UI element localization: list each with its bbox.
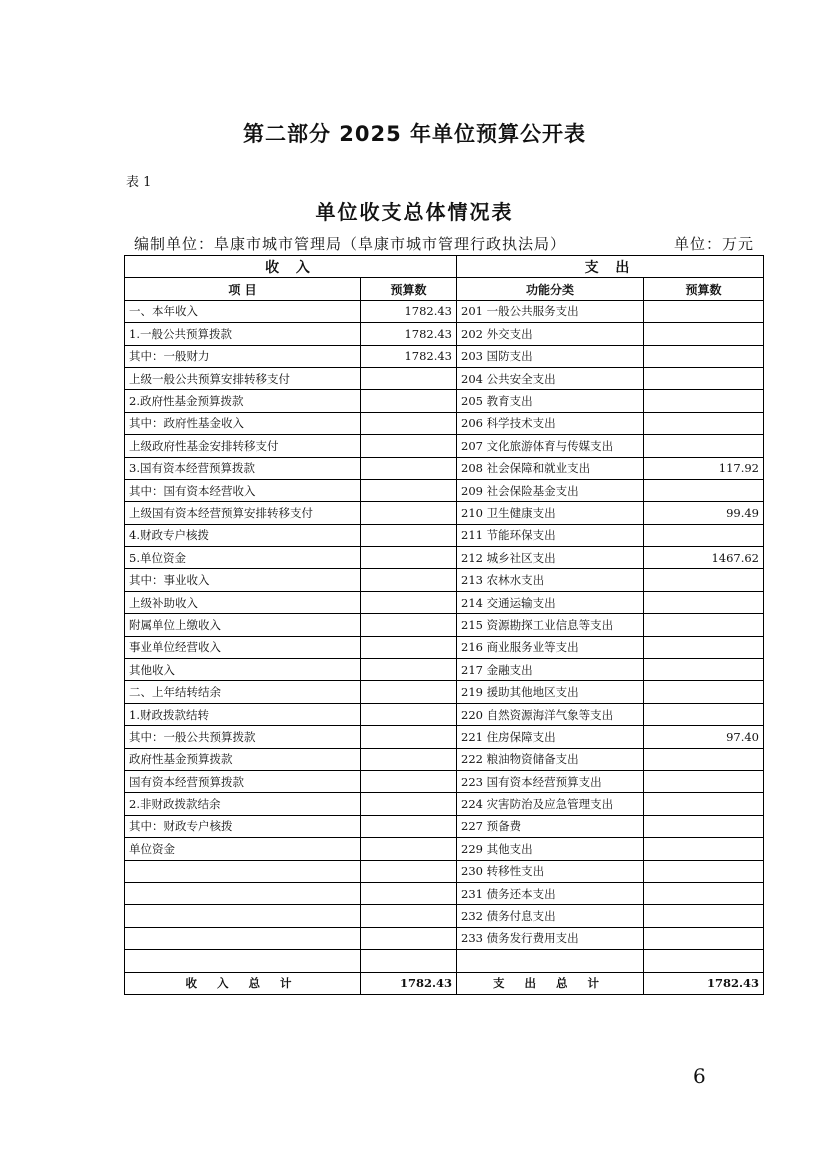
- income-item-cell: 1.财政拨款结转: [125, 703, 361, 725]
- table-row: [125, 636, 764, 658]
- table-row: [125, 502, 764, 524]
- function-category-cell: 205 教育支出: [457, 390, 644, 412]
- expense-amount-cell: [644, 703, 764, 725]
- total-row: [125, 972, 764, 994]
- income-item-cell: 其中：一般财力: [125, 345, 361, 367]
- expense-budget-column-header: 预算数: [644, 278, 764, 300]
- function-category-cell: 203 国防支出: [457, 345, 644, 367]
- income-amount-cell: [361, 815, 457, 837]
- income-amount-cell: [361, 479, 457, 501]
- function-category-cell: 206 科学技术支出: [457, 412, 644, 434]
- org-label: 编制单位：阜康市城市管理局（阜康市城市管理行政执法局）: [134, 235, 567, 253]
- table-row: [125, 524, 764, 546]
- table-row: [125, 770, 764, 792]
- table-number: 表 1: [126, 175, 152, 190]
- expense-amount-cell: [644, 636, 764, 658]
- table-row: [125, 390, 764, 412]
- table-row: [125, 748, 764, 770]
- income-amount-cell: [361, 659, 457, 681]
- income-amount-cell: [361, 905, 457, 927]
- income-item-cell: 其中：国有资本经营收入: [125, 479, 361, 501]
- expense-amount-cell: [644, 367, 764, 389]
- function-category-cell: 217 金融支出: [457, 659, 644, 681]
- table-row: [125, 614, 764, 636]
- expense-section-header: 支 出: [457, 256, 764, 278]
- table-row: [125, 882, 764, 904]
- expense-amount-cell: [644, 927, 764, 949]
- income-amount-cell: [361, 770, 457, 792]
- income-amount-cell: [361, 748, 457, 770]
- table-row: [125, 860, 764, 882]
- function-category-cell: 212 城乡社区支出: [457, 547, 644, 569]
- income-item-cell: 3.国有资本经营预算拨款: [125, 457, 361, 479]
- income-item-cell: 5.单位资金: [125, 547, 361, 569]
- function-category-cell: 221 住房保障支出: [457, 726, 644, 748]
- income-amount-cell: [361, 793, 457, 815]
- expense-amount-cell: 99.49: [644, 502, 764, 524]
- function-category-cell: 231 债务还本支出: [457, 882, 644, 904]
- function-category-cell: 209 社会保险基金支出: [457, 479, 644, 501]
- table-row: [125, 681, 764, 703]
- table-row: [125, 435, 764, 457]
- function-category-cell: 208 社会保障和就业支出: [457, 457, 644, 479]
- income-amount-cell: [361, 614, 457, 636]
- function-category-cell: 222 粮油物资储备支出: [457, 748, 644, 770]
- table-row: [125, 659, 764, 681]
- function-category-cell: 220 自然资源海洋气象等支出: [457, 703, 644, 725]
- income-amount-cell: [361, 569, 457, 591]
- table-row: [125, 950, 764, 972]
- function-category-cell: 214 交通运输支出: [457, 591, 644, 613]
- function-category-cell: 219 援助其他地区支出: [457, 681, 644, 703]
- income-item-cell: [125, 927, 361, 949]
- income-amount-cell: [361, 524, 457, 546]
- income-item-cell: [125, 882, 361, 904]
- expense-amount-cell: [644, 748, 764, 770]
- income-amount-cell: [361, 412, 457, 434]
- function-category-cell: 213 农林水支出: [457, 569, 644, 591]
- income-amount-cell: [361, 367, 457, 389]
- unit-label: 单位：万元: [674, 235, 755, 253]
- table-row: [125, 412, 764, 434]
- page-number: 6: [693, 1064, 706, 1088]
- table-row: [125, 457, 764, 479]
- expense-amount-cell: [644, 390, 764, 412]
- table-row: [125, 367, 764, 389]
- expense-amount-cell: 1467.62: [644, 547, 764, 569]
- function-category-cell: 215 资源勘探工业信息等支出: [457, 614, 644, 636]
- income-item-cell: 上级国有资本经营预算安排转移支付: [125, 502, 361, 524]
- income-amount-cell: [361, 435, 457, 457]
- table-title: 单位收支总体情况表: [315, 200, 514, 224]
- table-row: [125, 838, 764, 860]
- income-amount-cell: [361, 502, 457, 524]
- expense-amount-cell: 117.92: [644, 457, 764, 479]
- budget-table: [124, 255, 764, 995]
- item-column-header: 项 目: [125, 278, 361, 300]
- income-amount-cell: [361, 390, 457, 412]
- function-category-cell: 202 外交支出: [457, 323, 644, 345]
- expense-amount-cell: [644, 300, 764, 322]
- table-row: [125, 591, 764, 613]
- income-item-cell: 上级政府性基金安排转移支付: [125, 435, 361, 457]
- table-row: [125, 323, 764, 345]
- expense-amount-cell: [644, 950, 764, 972]
- function-category-cell: 232 债务付息支出: [457, 905, 644, 927]
- income-amount-cell: [361, 547, 457, 569]
- table-row: [125, 793, 764, 815]
- income-item-cell: 上级补助收入: [125, 591, 361, 613]
- expense-amount-cell: [644, 479, 764, 501]
- function-category-cell: 201 一般公共服务支出: [457, 300, 644, 322]
- table-row: [125, 547, 764, 569]
- expense-amount-cell: [644, 815, 764, 837]
- expense-amount-cell: [644, 838, 764, 860]
- expense-amount-cell: [644, 905, 764, 927]
- function-category-cell: 204 公共安全支出: [457, 367, 644, 389]
- income-section-header: 收 入: [125, 256, 457, 278]
- income-item-cell: 事业单位经营收入: [125, 636, 361, 658]
- income-amount-cell: [361, 591, 457, 613]
- income-item-cell: [125, 950, 361, 972]
- function-category-cell: 210 卫生健康支出: [457, 502, 644, 524]
- expense-total-value: 1782.43: [644, 972, 764, 994]
- function-category-cell: 233 债务发行费用支出: [457, 927, 644, 949]
- expense-amount-cell: [644, 345, 764, 367]
- function-category-cell: 216 商业服务业等支出: [457, 636, 644, 658]
- income-amount-cell: 1782.43: [361, 345, 457, 367]
- income-amount-cell: [361, 882, 457, 904]
- table-row: [125, 726, 764, 748]
- income-amount-cell: [361, 457, 457, 479]
- expense-amount-cell: [644, 412, 764, 434]
- expense-amount-cell: [644, 882, 764, 904]
- function-column-header: 功能分类: [457, 278, 644, 300]
- expense-amount-cell: [644, 860, 764, 882]
- column-header-row: [125, 278, 764, 300]
- income-total-value: 1782.43: [361, 972, 457, 994]
- income-amount-cell: [361, 726, 457, 748]
- table-row: [125, 345, 764, 367]
- income-item-cell: 单位资金: [125, 838, 361, 860]
- income-budget-column-header: 预算数: [361, 278, 457, 300]
- expense-amount-cell: 97.40: [644, 726, 764, 748]
- income-amount-cell: [361, 838, 457, 860]
- income-item-cell: 其中：财政专户核拨: [125, 815, 361, 837]
- expense-amount-cell: [644, 591, 764, 613]
- income-item-cell: 其他收入: [125, 659, 361, 681]
- expense-amount-cell: [644, 659, 764, 681]
- income-total-label: 收 入 总 计: [125, 972, 361, 994]
- income-item-cell: 其中：一般公共预算拨款: [125, 726, 361, 748]
- income-amount-cell: [361, 636, 457, 658]
- income-amount-cell: 1782.43: [361, 300, 457, 322]
- income-item-cell: 其中：政府性基金收入: [125, 412, 361, 434]
- expense-amount-cell: [644, 793, 764, 815]
- function-category-cell: 229 其他支出: [457, 838, 644, 860]
- income-item-cell: 1.一般公共预算拨款: [125, 323, 361, 345]
- function-category-cell: 207 文化旅游体育与传媒支出: [457, 435, 644, 457]
- expense-total-label: 支 出 总 计: [457, 972, 644, 994]
- income-amount-cell: [361, 703, 457, 725]
- function-category-cell: 227 预备费: [457, 815, 644, 837]
- income-amount-cell: [361, 860, 457, 882]
- income-item-cell: 二、上年结转结余: [125, 681, 361, 703]
- expense-amount-cell: [644, 614, 764, 636]
- income-amount-cell: [361, 681, 457, 703]
- table-row: [125, 927, 764, 949]
- income-amount-cell: 1782.43: [361, 323, 457, 345]
- table-row: [125, 300, 764, 322]
- function-category-cell: [457, 950, 644, 972]
- income-item-cell: 国有资本经营预算拨款: [125, 770, 361, 792]
- income-item-cell: 上级一般公共预算安排转移支付: [125, 367, 361, 389]
- expense-amount-cell: [644, 681, 764, 703]
- function-category-cell: 224 灾害防治及应急管理支出: [457, 793, 644, 815]
- table-body: [125, 300, 764, 972]
- income-item-cell: [125, 905, 361, 927]
- income-item-cell: 政府性基金预算拨款: [125, 748, 361, 770]
- expense-amount-cell: [644, 569, 764, 591]
- income-amount-cell: [361, 950, 457, 972]
- income-item-cell: 一、本年收入: [125, 300, 361, 322]
- expense-amount-cell: [644, 323, 764, 345]
- function-category-cell: 230 转移性支出: [457, 860, 644, 882]
- table-row: [125, 815, 764, 837]
- function-category-cell: 211 节能环保支出: [457, 524, 644, 546]
- income-amount-cell: [361, 927, 457, 949]
- table-row: [125, 703, 764, 725]
- part-title: 第二部分 2025 年单位预算公开表: [242, 122, 587, 146]
- expense-amount-cell: [644, 770, 764, 792]
- expense-amount-cell: [644, 524, 764, 546]
- income-item-cell: 其中：事业收入: [125, 569, 361, 591]
- table-row: [125, 479, 764, 501]
- income-item-cell: 2.政府性基金预算拨款: [125, 390, 361, 412]
- table-row: [125, 905, 764, 927]
- income-item-cell: 4.财政专户核拨: [125, 524, 361, 546]
- income-item-cell: [125, 860, 361, 882]
- income-item-cell: 附属单位上缴收入: [125, 614, 361, 636]
- expense-amount-cell: [644, 435, 764, 457]
- table-row: [125, 569, 764, 591]
- function-category-cell: 223 国有资本经营预算支出: [457, 770, 644, 792]
- income-item-cell: 2.非财政拨款结余: [125, 793, 361, 815]
- section-header-row: [125, 256, 764, 278]
